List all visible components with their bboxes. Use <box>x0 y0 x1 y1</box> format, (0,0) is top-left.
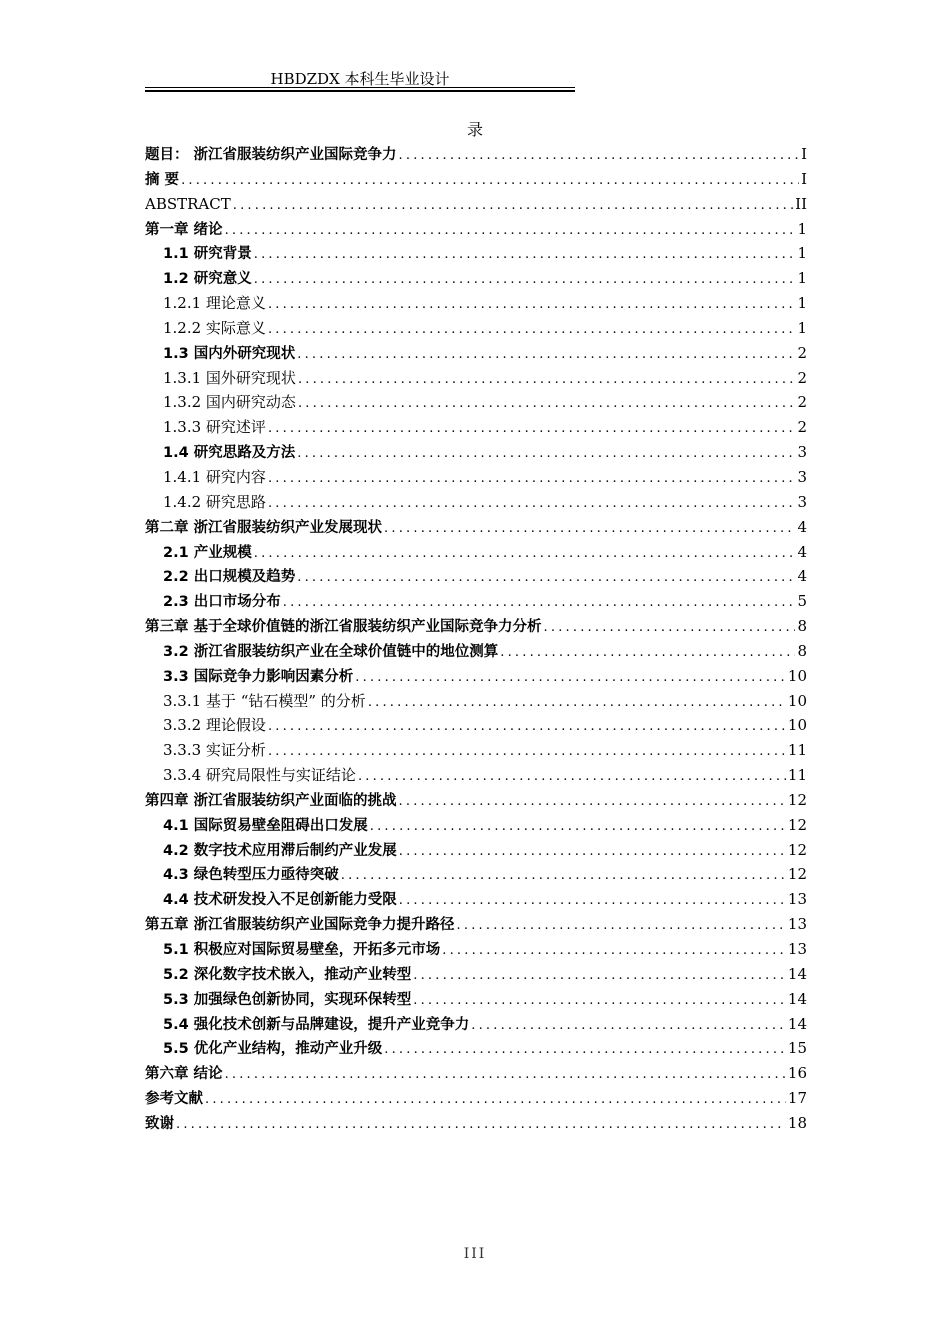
toc-entry-page: 12 <box>787 815 807 834</box>
toc-dot-leader <box>268 715 786 738</box>
toc-dot-leader <box>399 144 800 167</box>
toc-entry[interactable] <box>145 664 807 689</box>
toc-entry-page: 14 <box>787 989 807 1008</box>
toc-entry-title: 第六章 结论 <box>145 1066 223 1083</box>
toc-entry[interactable] <box>145 962 807 987</box>
toc-dot-leader <box>384 1038 786 1061</box>
toc-entry-title: 第一章 绪论 <box>145 221 223 238</box>
toc-entry-title: 4.1 国际贸易壁垒阻碍出口发展 <box>163 817 368 834</box>
page-header: HBDZDX 本科生毕业设计 <box>270 70 450 88</box>
toc-entry-page: 3 <box>797 492 807 511</box>
toc-entry-title: 3.3 国际竞争力影响因素分析 <box>163 668 354 685</box>
toc-entry[interactable] <box>145 813 807 838</box>
header-rule-thin <box>145 87 575 88</box>
toc-entry-page: 14 <box>787 964 807 983</box>
toc-entry-title: 1.4.1 研究内容 <box>163 467 266 486</box>
toc-entry-title: 第二章 浙江省服装纺织产业发展现状 <box>145 519 383 536</box>
toc-entry[interactable] <box>145 689 807 714</box>
toc-entry[interactable] <box>145 564 807 589</box>
toc-dot-leader <box>254 542 796 565</box>
toc-entry-title: 1.1 研究背景 <box>163 246 252 263</box>
toc-entry-title: 5.3 加强绿色创新协同，实现环保转型 <box>163 991 412 1008</box>
toc-entry[interactable] <box>145 390 807 415</box>
toc-entry[interactable] <box>145 291 807 316</box>
toc-entry-page: 2 <box>797 368 807 387</box>
toc-entry[interactable] <box>145 1036 807 1061</box>
toc-entry[interactable] <box>145 440 807 465</box>
toc-entry-page: 12 <box>787 840 807 859</box>
toc-entry-page: 1 <box>797 244 807 263</box>
header-rule-thick <box>145 90 575 92</box>
toc-entry[interactable] <box>145 1061 807 1086</box>
toc-entry-page: I <box>801 145 807 163</box>
toc-entry[interactable] <box>145 415 807 440</box>
toc-entry-title: 4.2 数字技术应用滞后制约产业发展 <box>163 842 397 859</box>
toc-entry-page: 17 <box>787 1089 807 1108</box>
toc-entry-page: 2 <box>797 393 807 412</box>
toc-entry[interactable] <box>145 217 807 242</box>
toc-entry[interactable] <box>145 912 807 937</box>
toc-entry-page: I <box>801 169 807 188</box>
toc-entry-page: 16 <box>787 1064 807 1083</box>
toc-entry-page: 18 <box>787 1113 807 1132</box>
toc-entry-page: 1 <box>797 318 807 337</box>
toc-entry-title: 第五章 浙江省服装纺织产业国际竞争力提升路径 <box>145 917 455 934</box>
toc-entry[interactable] <box>145 763 807 788</box>
toc-entry-title: 1.3.2 国内研究动态 <box>163 393 296 412</box>
toc-entry[interactable] <box>145 192 807 217</box>
toc-entry-page: 3 <box>797 467 807 486</box>
toc-entry-title: 1.2.1 理论意义 <box>163 294 266 313</box>
toc-dot-leader <box>268 417 796 440</box>
toc-entry-page: 10 <box>787 666 807 685</box>
toc-entry[interactable] <box>145 713 807 738</box>
toc-entry-page: 5 <box>797 592 807 611</box>
toc-entry[interactable] <box>145 515 807 540</box>
toc-dot-leader <box>176 1113 786 1136</box>
toc-dot-leader <box>358 765 786 788</box>
toc-dot-leader <box>500 641 795 664</box>
toc-entry[interactable] <box>145 167 807 192</box>
toc-entry-page: 10 <box>787 716 807 735</box>
toc-dot-leader <box>399 840 786 863</box>
toc-entry[interactable] <box>145 1012 807 1037</box>
toc-entry-page: 12 <box>787 790 807 809</box>
toc-entry-title: 3.2 浙江省服装纺织产业在全球价值链中的地位测算 <box>163 643 499 660</box>
toc-entry-page: 8 <box>797 617 807 636</box>
toc-entry-page: 1 <box>797 269 807 288</box>
page-number: III <box>463 1246 487 1262</box>
toc-dot-leader <box>297 566 795 589</box>
toc-dot-leader <box>368 691 786 714</box>
toc-entry-page: 4 <box>797 542 807 561</box>
toc-entry-page: 1 <box>797 219 807 238</box>
toc-dot-leader <box>268 293 796 316</box>
toc-entry[interactable] <box>145 366 807 391</box>
toc-entry[interactable] <box>145 540 807 565</box>
toc-entry[interactable] <box>145 490 807 515</box>
toc-entry-title: 5.4 强化技术创新与品牌建设，提升产业竞争力 <box>163 1016 470 1033</box>
toc-dot-leader <box>399 790 786 813</box>
toc-dot-leader <box>457 914 786 937</box>
toc-entry-title: 3.3.2 理论假设 <box>163 716 266 735</box>
toc-dot-leader <box>225 219 796 242</box>
toc-dot-leader <box>298 368 796 391</box>
toc-entry-page: 2 <box>797 418 807 437</box>
toc-dot-leader <box>254 268 796 291</box>
toc-dot-leader <box>233 194 793 217</box>
toc-dot-leader <box>283 591 796 614</box>
toc-dot-leader <box>544 616 796 639</box>
toc-entry-page: 2 <box>797 343 807 362</box>
toc-entry[interactable] <box>145 266 807 291</box>
toc-dot-leader <box>370 815 786 838</box>
toc-dot-leader <box>442 939 786 962</box>
toc-entry-page: 13 <box>787 915 807 934</box>
toc-dot-leader <box>268 318 796 341</box>
toc-entry-title: 题目： 浙江省服装纺织产业国际竞争力 <box>145 147 397 163</box>
toc-entry-title: 参考文献 <box>145 1091 203 1108</box>
toc-entry-page: II <box>795 194 807 213</box>
toc-entry-page: 8 <box>797 641 807 660</box>
toc-entry[interactable] <box>145 589 807 614</box>
toc-dot-leader <box>205 1088 786 1111</box>
toc-entry-title: 摘 要 <box>145 171 180 188</box>
toc-dot-leader <box>181 169 799 192</box>
toc-entry[interactable] <box>145 614 807 639</box>
toc-entry-title: 1.2.2 实际意义 <box>163 318 266 337</box>
toc-entry[interactable] <box>145 838 807 863</box>
toc-entry-page: 13 <box>787 940 807 958</box>
toc-entry-page: 1 <box>797 294 807 313</box>
toc-entry[interactable] <box>145 738 807 763</box>
toc-entry-title: 3.3.4 研究局限性与实证结论 <box>163 766 356 785</box>
toc-entry-page: 13 <box>787 890 807 909</box>
toc-entry-title: 3.3.3 实证分析 <box>163 741 266 760</box>
toc-entry-title: ABSTRACT <box>145 194 231 213</box>
toc-entry-page: 10 <box>787 691 807 710</box>
toc-entry[interactable] <box>145 465 807 490</box>
toc-entry-title: 1.3.3 研究述评 <box>163 418 266 437</box>
toc-entry-title: 致谢 <box>145 1115 174 1132</box>
toc-entry[interactable] <box>145 788 807 813</box>
toc-dot-leader <box>384 517 795 540</box>
toc-dot-leader <box>225 1063 786 1086</box>
toc-dot-leader <box>399 889 786 912</box>
toc-dot-leader <box>413 964 786 987</box>
toc-entry[interactable] <box>145 639 807 664</box>
toc-entry-title: 1.4 研究思路及方法 <box>163 445 296 462</box>
toc-entry-title: 5.2 深化数字技术嵌入，推动产业转型 <box>163 966 412 983</box>
toc-entry[interactable] <box>145 241 807 266</box>
toc-dot-leader <box>268 467 796 490</box>
toc-entry-title: 2.2 出口规模及趋势 <box>163 569 296 586</box>
toc-entry[interactable] <box>145 1086 807 1111</box>
toc-dot-leader <box>298 392 796 415</box>
toc-entry-title: 5.1 积极应对国际贸易壁垒，开拓多元市场 <box>163 942 441 958</box>
toc-dot-leader <box>268 492 796 515</box>
toc-entry[interactable] <box>145 142 807 167</box>
toc-entry-title: 2.3 出口市场分布 <box>163 594 281 611</box>
toc-entry-page: 11 <box>787 741 807 760</box>
toc-entry-page: 4 <box>797 567 807 586</box>
toc-dot-leader <box>297 442 795 465</box>
toc-entry-title: 4.4 技术研发投入不足创新能力受限 <box>163 892 397 909</box>
toc-dot-leader <box>413 989 786 1012</box>
toc-entry-title: 1.3 国内外研究现状 <box>163 345 296 362</box>
toc-entry[interactable] <box>145 341 807 366</box>
toc-entry[interactable] <box>145 987 807 1012</box>
toc-entry[interactable] <box>145 862 807 887</box>
toc-entry[interactable] <box>145 316 807 341</box>
toc-entry-title: 3.3.1 基于 “钻石模型” 的分析 <box>163 691 366 710</box>
toc-entry-title: 1.4.2 研究思路 <box>163 492 266 511</box>
toc-entry-page: 3 <box>797 443 807 462</box>
toc-dot-leader <box>268 740 786 763</box>
toc-entry-title: 第三章 基于全球价值链的浙江省服装纺织产业国际竞争力分析 <box>145 619 542 636</box>
toc-entry-title: 2.1 产业规模 <box>163 544 252 561</box>
toc-dot-leader <box>355 666 786 689</box>
toc-entry[interactable] <box>145 887 807 912</box>
toc-entry-title: 第四章 浙江省服装纺织产业面临的挑战 <box>145 792 397 809</box>
toc-entry[interactable] <box>145 937 807 962</box>
toc-entry-page: 15 <box>787 1039 807 1058</box>
toc-dot-leader <box>341 864 786 887</box>
toc-entry-title: 1.3.1 国外研究现状 <box>163 368 296 387</box>
toc-entry-title: 4.3 绿色转型压力亟待突破 <box>163 867 339 884</box>
toc-entry-page: 11 <box>787 766 807 785</box>
toc-entry-page: 12 <box>787 865 807 884</box>
toc-entry[interactable] <box>145 1111 807 1136</box>
toc-dot-leader <box>471 1014 786 1037</box>
toc-entry-title: 5.5 优化产业结构，推动产业升级 <box>163 1041 383 1058</box>
toc-entry-title: 1.2 研究意义 <box>163 271 252 288</box>
toc-dot-leader <box>297 343 795 366</box>
toc-entry-page: 4 <box>797 517 807 536</box>
toc-title: 录 <box>466 120 483 139</box>
table-of-contents <box>145 142 807 1136</box>
toc-entry-page: 14 <box>787 1014 807 1033</box>
toc-dot-leader <box>254 243 796 266</box>
